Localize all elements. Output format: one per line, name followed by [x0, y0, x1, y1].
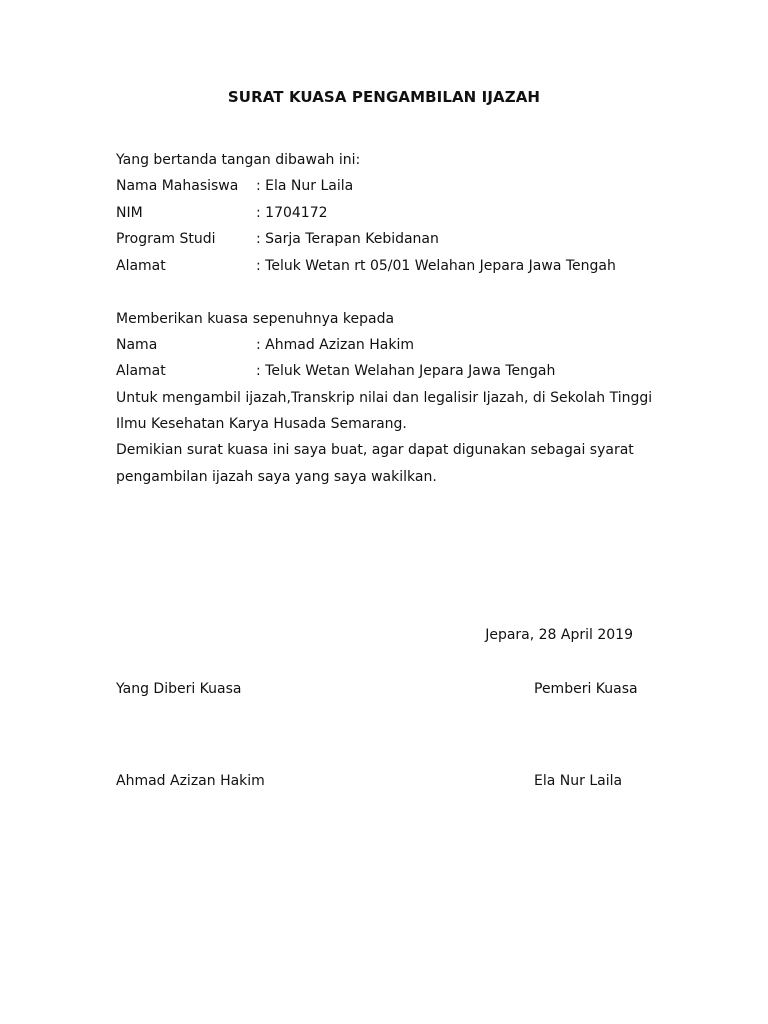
grantee-address-label: Alamat — [116, 363, 166, 379]
signature-left-name: Ahmad Azizan Hakim — [116, 773, 265, 789]
grantor-name-label: Nama Mahasiswa — [116, 178, 239, 194]
document-title: SURAT KUASA PENGAMBILAN IJAZAH — [227, 88, 541, 106]
grantor-program-label: Program Studi — [116, 231, 216, 247]
place-date: Jepara, 28 April 2019 — [485, 627, 633, 643]
grant-text: Memberikan kuasa sepenuhnya kepada — [116, 311, 395, 327]
purpose-line-2: Ilmu Kesehatan Karya Husada Semarang. — [116, 416, 407, 432]
purpose-line-1: Untuk mengambil ijazah,Transkrip nilai dan legalisir Ijazah, di Sekolah Tinggi — [116, 390, 653, 406]
grantee-name-row — [116, 336, 414, 354]
grantor-address-row — [116, 257, 616, 275]
grantee-address-value: : Teluk Wetan Welahan Jepara Jawa Tengah — [256, 363, 556, 379]
signature-left-role: Yang Diberi Kuasa — [116, 681, 242, 697]
grantor-name-value: : Ela Nur Laila — [256, 178, 354, 194]
closing-line-1: Demikian surat kuasa ini saya buat, agar dapat digunakan sebagai syarat — [116, 442, 634, 458]
grantee-address-row — [116, 362, 555, 380]
grantor-nim-label: NIM — [116, 205, 143, 221]
grantor-nim-value: : 1704172 — [256, 205, 328, 221]
grantor-address-value: : Teluk Wetan rt 05/01 Welahan Jepara Jawa Tengah — [256, 258, 616, 274]
signature-right-name: Ela Nur Laila — [534, 773, 623, 789]
grantee-name-label: Nama — [116, 337, 158, 353]
grantor-name-row — [116, 177, 353, 195]
signature-right-role: Pemberi Kuasa — [534, 681, 638, 697]
grantor-program-row — [116, 230, 439, 248]
grantor-nim-row — [116, 204, 328, 222]
grantor-address-label: Alamat — [116, 258, 166, 274]
intro-text: Yang bertanda tangan dibawah ini: — [116, 152, 361, 168]
grantee-name-value: : Ahmad Azizan Hakim — [256, 337, 414, 353]
grantor-program-value: : Sarja Terapan Kebidanan — [256, 231, 439, 247]
closing-line-2: pengambilan ijazah saya yang saya wakilkan. — [116, 469, 437, 485]
